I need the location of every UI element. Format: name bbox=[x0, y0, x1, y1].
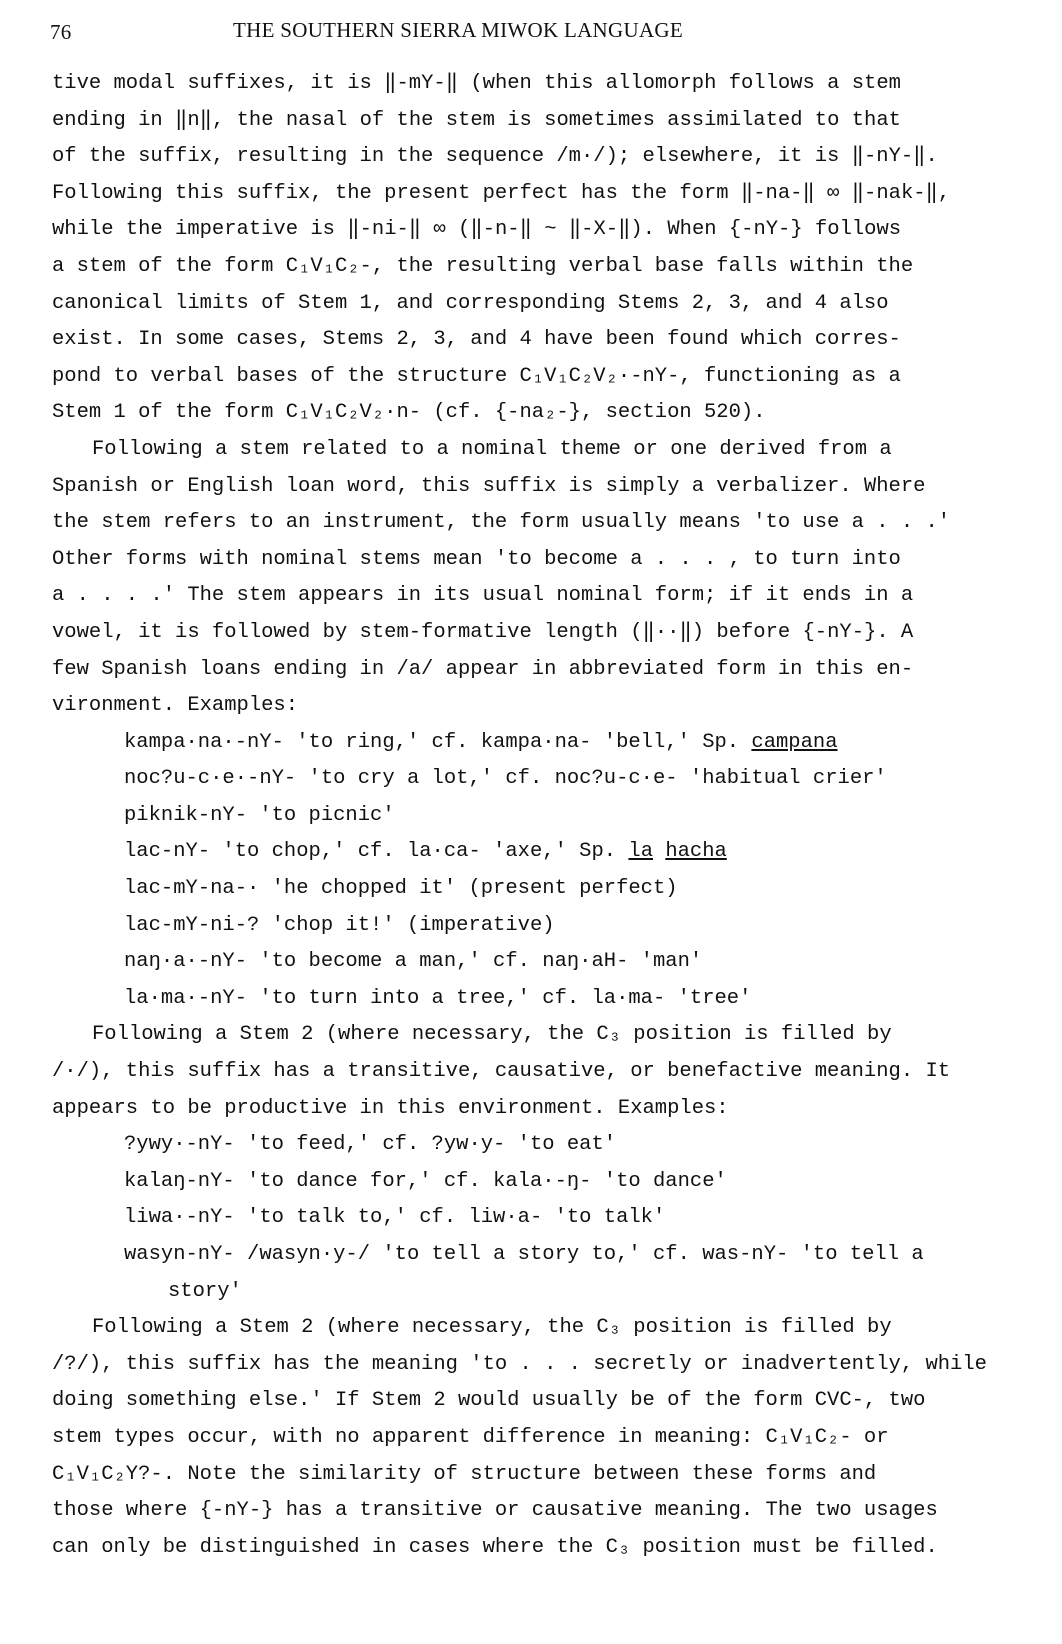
text-line: a . . . .' The stem appears in its usual nominal form; if it ends in a bbox=[52, 584, 914, 608]
body-text bbox=[52, 66, 997, 1566]
text-line: the stem refers to an instrument, the form usually means 'to use a . . .' bbox=[52, 511, 951, 535]
underlined-word: campana bbox=[751, 730, 838, 754]
text-line: Other forms with nominal stems mean 'to become a . . . , to turn into bbox=[52, 547, 901, 571]
example-line bbox=[52, 834, 997, 871]
text-line: tive modal suffixes, it is ‖-mY-‖ (when this allomorph follows a stem bbox=[52, 72, 901, 95]
text-line: those where {-nY-} has a transitive or causative meaning. The two usages bbox=[52, 1499, 938, 1523]
example-line: ?ywy·-nY- 'to feed,' cf. ?yw·y- 'to eat' bbox=[124, 1133, 617, 1157]
paragraph-start: Following a stem related to a nominal theme or one derived from a bbox=[92, 437, 892, 461]
example-line: lac-mY-na-· 'he chopped it' (present perfect) bbox=[124, 877, 678, 901]
example-line: lac-mY-ni-? 'chop it!' (imperative) bbox=[124, 913, 555, 937]
example-line: liwa·-nY- 'to talk to,' cf. liw·a- 'to talk' bbox=[124, 1206, 666, 1230]
text-line: vowel, it is followed by stem-formative length (‖··‖) before {-nY-}. A bbox=[52, 620, 914, 644]
page-number: 76 bbox=[50, 20, 72, 44]
text-line: exist. In some cases, Stems 2, 3, and 4 have been found which corres- bbox=[52, 328, 901, 352]
paragraph-start: Following a Stem 2 (where necessary, the C₃ position is filled by bbox=[92, 1316, 892, 1340]
example-line: kalaŋ-nY- 'to dance for,' cf. kala·-ŋ- 'to dance' bbox=[124, 1169, 727, 1193]
example-line: naŋ·a·-nY- 'to become a man,' cf. naŋ·aH- 'man' bbox=[124, 950, 703, 974]
example-line: piknik-nY- 'to picnic' bbox=[124, 803, 395, 827]
underlined-word: la bbox=[628, 840, 653, 864]
example-line: la·ma·-nY- 'to turn into a tree,' cf. la·ma- 'tree' bbox=[124, 986, 752, 1010]
text-line: pond to verbal bases of the structure C₁V₁C₂V₂·-nY-, functioning as a bbox=[52, 364, 901, 388]
text-line: of the suffix, resulting in the sequence /m·/); elsewhere, it is ‖-nY-‖. bbox=[52, 145, 938, 169]
text-line: while the imperative is ‖-ni-‖ ∞ (‖-n-‖ ~ ‖-X-‖). When {-nY-} follows bbox=[52, 218, 902, 242]
text-line: stem types occur, with no apparent difference in meaning: C₁V₁C₂- or bbox=[52, 1425, 889, 1449]
text-line: C₁V₁C₂Y?-. Note the similarity of structure between these forms and bbox=[52, 1462, 877, 1486]
text-line: /?/), this suffix has the meaning 'to . . . secretly or inadvertently, while bbox=[52, 1352, 987, 1376]
text-line: doing something else.' If Stem 2 would usually be of the form CVC-, two bbox=[52, 1389, 926, 1413]
paragraph-start: Following a Stem 2 (where necessary, the C₃ position is filled by bbox=[92, 1023, 892, 1047]
text-line: vironment. Examples: bbox=[52, 694, 299, 718]
running-title: THE SOUTHERN SIERRA MIWOK LANGUAGE bbox=[233, 18, 684, 42]
text-line: can only be distinguished in cases where the C₃ position must be filled. bbox=[52, 1535, 938, 1559]
example-text: kampa·na·-nY- 'to ring,' cf. kampa·na- 'bell,' Sp. bbox=[124, 730, 752, 754]
text-line: /·/), this suffix has a transitive, causative, or benefactive meaning. It bbox=[52, 1060, 951, 1084]
text-line: a stem of the form C₁V₁C₂-, the resulting verbal base falls within the bbox=[52, 254, 914, 278]
text-line: Spanish or English loan word, this suffix is simply a verbalizer. Where bbox=[52, 474, 926, 498]
underlined-word: hacha bbox=[665, 840, 727, 864]
example-continuation: story' bbox=[168, 1279, 242, 1303]
text-line: appears to be productive in this environment. Examples: bbox=[52, 1096, 729, 1120]
text-line: few Spanish loans ending in /a/ appear in abbreviated form in this en- bbox=[52, 657, 914, 681]
text-line: Stem 1 of the form C₁V₁C₂V₂·n- (cf. {-na₂-}, section 520). bbox=[52, 401, 766, 425]
text-line: Following this suffix, the present perfect has the form ‖-na-‖ ∞ ‖-nak-‖, bbox=[52, 181, 951, 205]
text-line: canonical limits of Stem 1, and corresponding Stems 2, 3, and 4 also bbox=[52, 291, 889, 315]
running-header bbox=[50, 18, 1010, 54]
text-line: ending in ‖n‖, the nasal of the stem is sometimes assimilated to that bbox=[52, 108, 901, 132]
example-text: lac-nY- 'to chop,' cf. la·ca- 'axe,' Sp. bbox=[124, 840, 629, 864]
example-line bbox=[52, 725, 997, 762]
example-line: wasyn-nY- /wasyn·y-/ 'to tell a story to,' cf. was-nY- 'to tell a bbox=[124, 1243, 924, 1266]
example-line: noc?u-c·e·-nY- 'to cry a lot,' cf. noc?u-c·e- 'habitual crier' bbox=[124, 767, 887, 791]
